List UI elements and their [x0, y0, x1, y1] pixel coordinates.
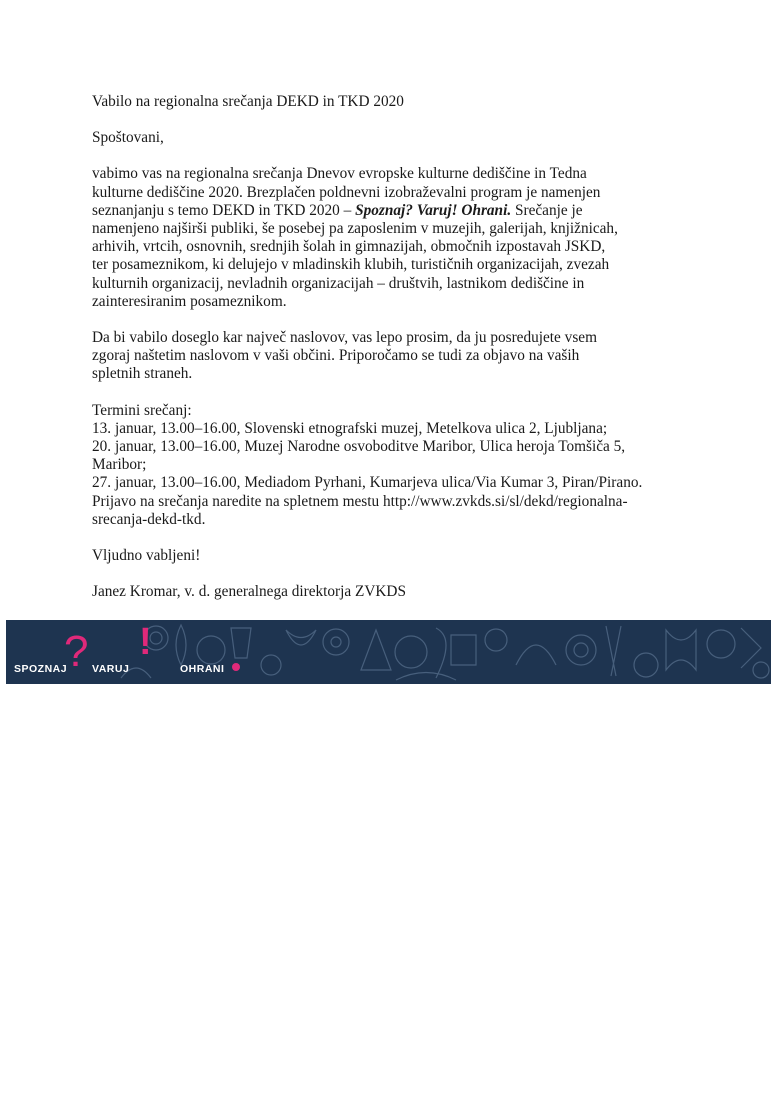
- paragraph-line: zgoraj naštetim naslovom v vaši občini. Priporočamo se tudi za objavo na vaših: [92, 347, 580, 365]
- paragraph-line: kulturnih organizacij, nevladnih organizacijah – društvih, lastnikom dediščine in: [92, 274, 585, 292]
- paragraph-line: [92, 202, 732, 220]
- registration-line: Prijavo na srečanja naredite na spletnem mestu http://www.zvkds.si/sl/dekd/regionalna-: [92, 492, 628, 510]
- paragraph-line: namenjeno najširši publiki, še posebej pa zaposlenim v muzejih, galerijah, knjižnicah,: [92, 220, 618, 238]
- term-line: 13. januar, 13.00–16.00, Slovenski etnografski muzej, Metelkova ulica 2, Ljubljana;: [92, 419, 608, 437]
- banner-word-spoznaj: SPOZNAJ: [14, 663, 68, 675]
- campaign-motto: Spoznaj? Varuj! Ohrani.: [355, 201, 512, 219]
- meeting-terms: [92, 402, 732, 529]
- paragraph-line: Da bi vabilo doseglo kar največ naslovov, vas lepo prosim, da ju posredujete vsem: [92, 329, 597, 347]
- campaign-banner: [6, 620, 771, 684]
- paragraph-line: kulturne dediščine 2020. Brezplačen poldnevni izobraževalni program je namenjen: [92, 183, 601, 201]
- paragraph-line: arhivih, vrtcih, osnovnih, srednjih šolah in gimnazijah, območnih izpostavah JSKD,: [92, 238, 606, 256]
- letter-salutation: Spoštovani,: [92, 129, 164, 147]
- question-mark-icon: ?: [64, 627, 89, 676]
- term-line: 27. januar, 13.00–16.00, Mediadom Pyrhani, Kumarjeva ulica/Via Kumar 3, Piran/Pirano.: [92, 474, 643, 492]
- paragraph-line: ter posameznikom, ki delujejo v mladinskih klubih, turističnih organizacijah, zvezah: [92, 256, 610, 274]
- letter-title: Vabilo na regionalna srečanja DEKD in TKD 2020: [92, 93, 404, 110]
- paragraph-text: seznanjanju s temo DEKD in TKD 2020 –: [92, 201, 356, 219]
- paragraph-line: spletnih straneh.: [92, 365, 193, 383]
- paragraph-text: Srečanje je: [511, 201, 583, 219]
- paragraph-line: zainteresiranim posameznikom.: [92, 292, 287, 310]
- letter-closing: Vljudno vabljeni!: [92, 547, 201, 565]
- forwarding-request-paragraph: [92, 329, 732, 384]
- paragraph-line: vabimo vas na regionalna srečanja Dnevov evropske kulturne dediščine in Tedna: [92, 165, 587, 183]
- invitation-paragraph: [92, 165, 732, 311]
- banner-word-varuj: VARUJ: [92, 663, 130, 675]
- invitation-letter: [92, 93, 732, 601]
- banner-word-ohrani: OHRANI: [180, 663, 225, 675]
- registration-line: srecanja-dekd-tkd.: [92, 510, 206, 528]
- term-line: Maribor;: [92, 456, 147, 474]
- exclamation-mark-icon: !: [139, 621, 152, 663]
- term-line: 20. januar, 13.00–16.00, Muzej Narodne osvoboditve Maribor, Ulica heroja Tomšiča 5,: [92, 438, 626, 456]
- period-dot-icon: [232, 663, 240, 671]
- terms-heading: Termini srečanj:: [92, 401, 192, 419]
- letter-signature: Janez Kromar, v. d. generalnega direktorja ZVKDS: [92, 583, 406, 601]
